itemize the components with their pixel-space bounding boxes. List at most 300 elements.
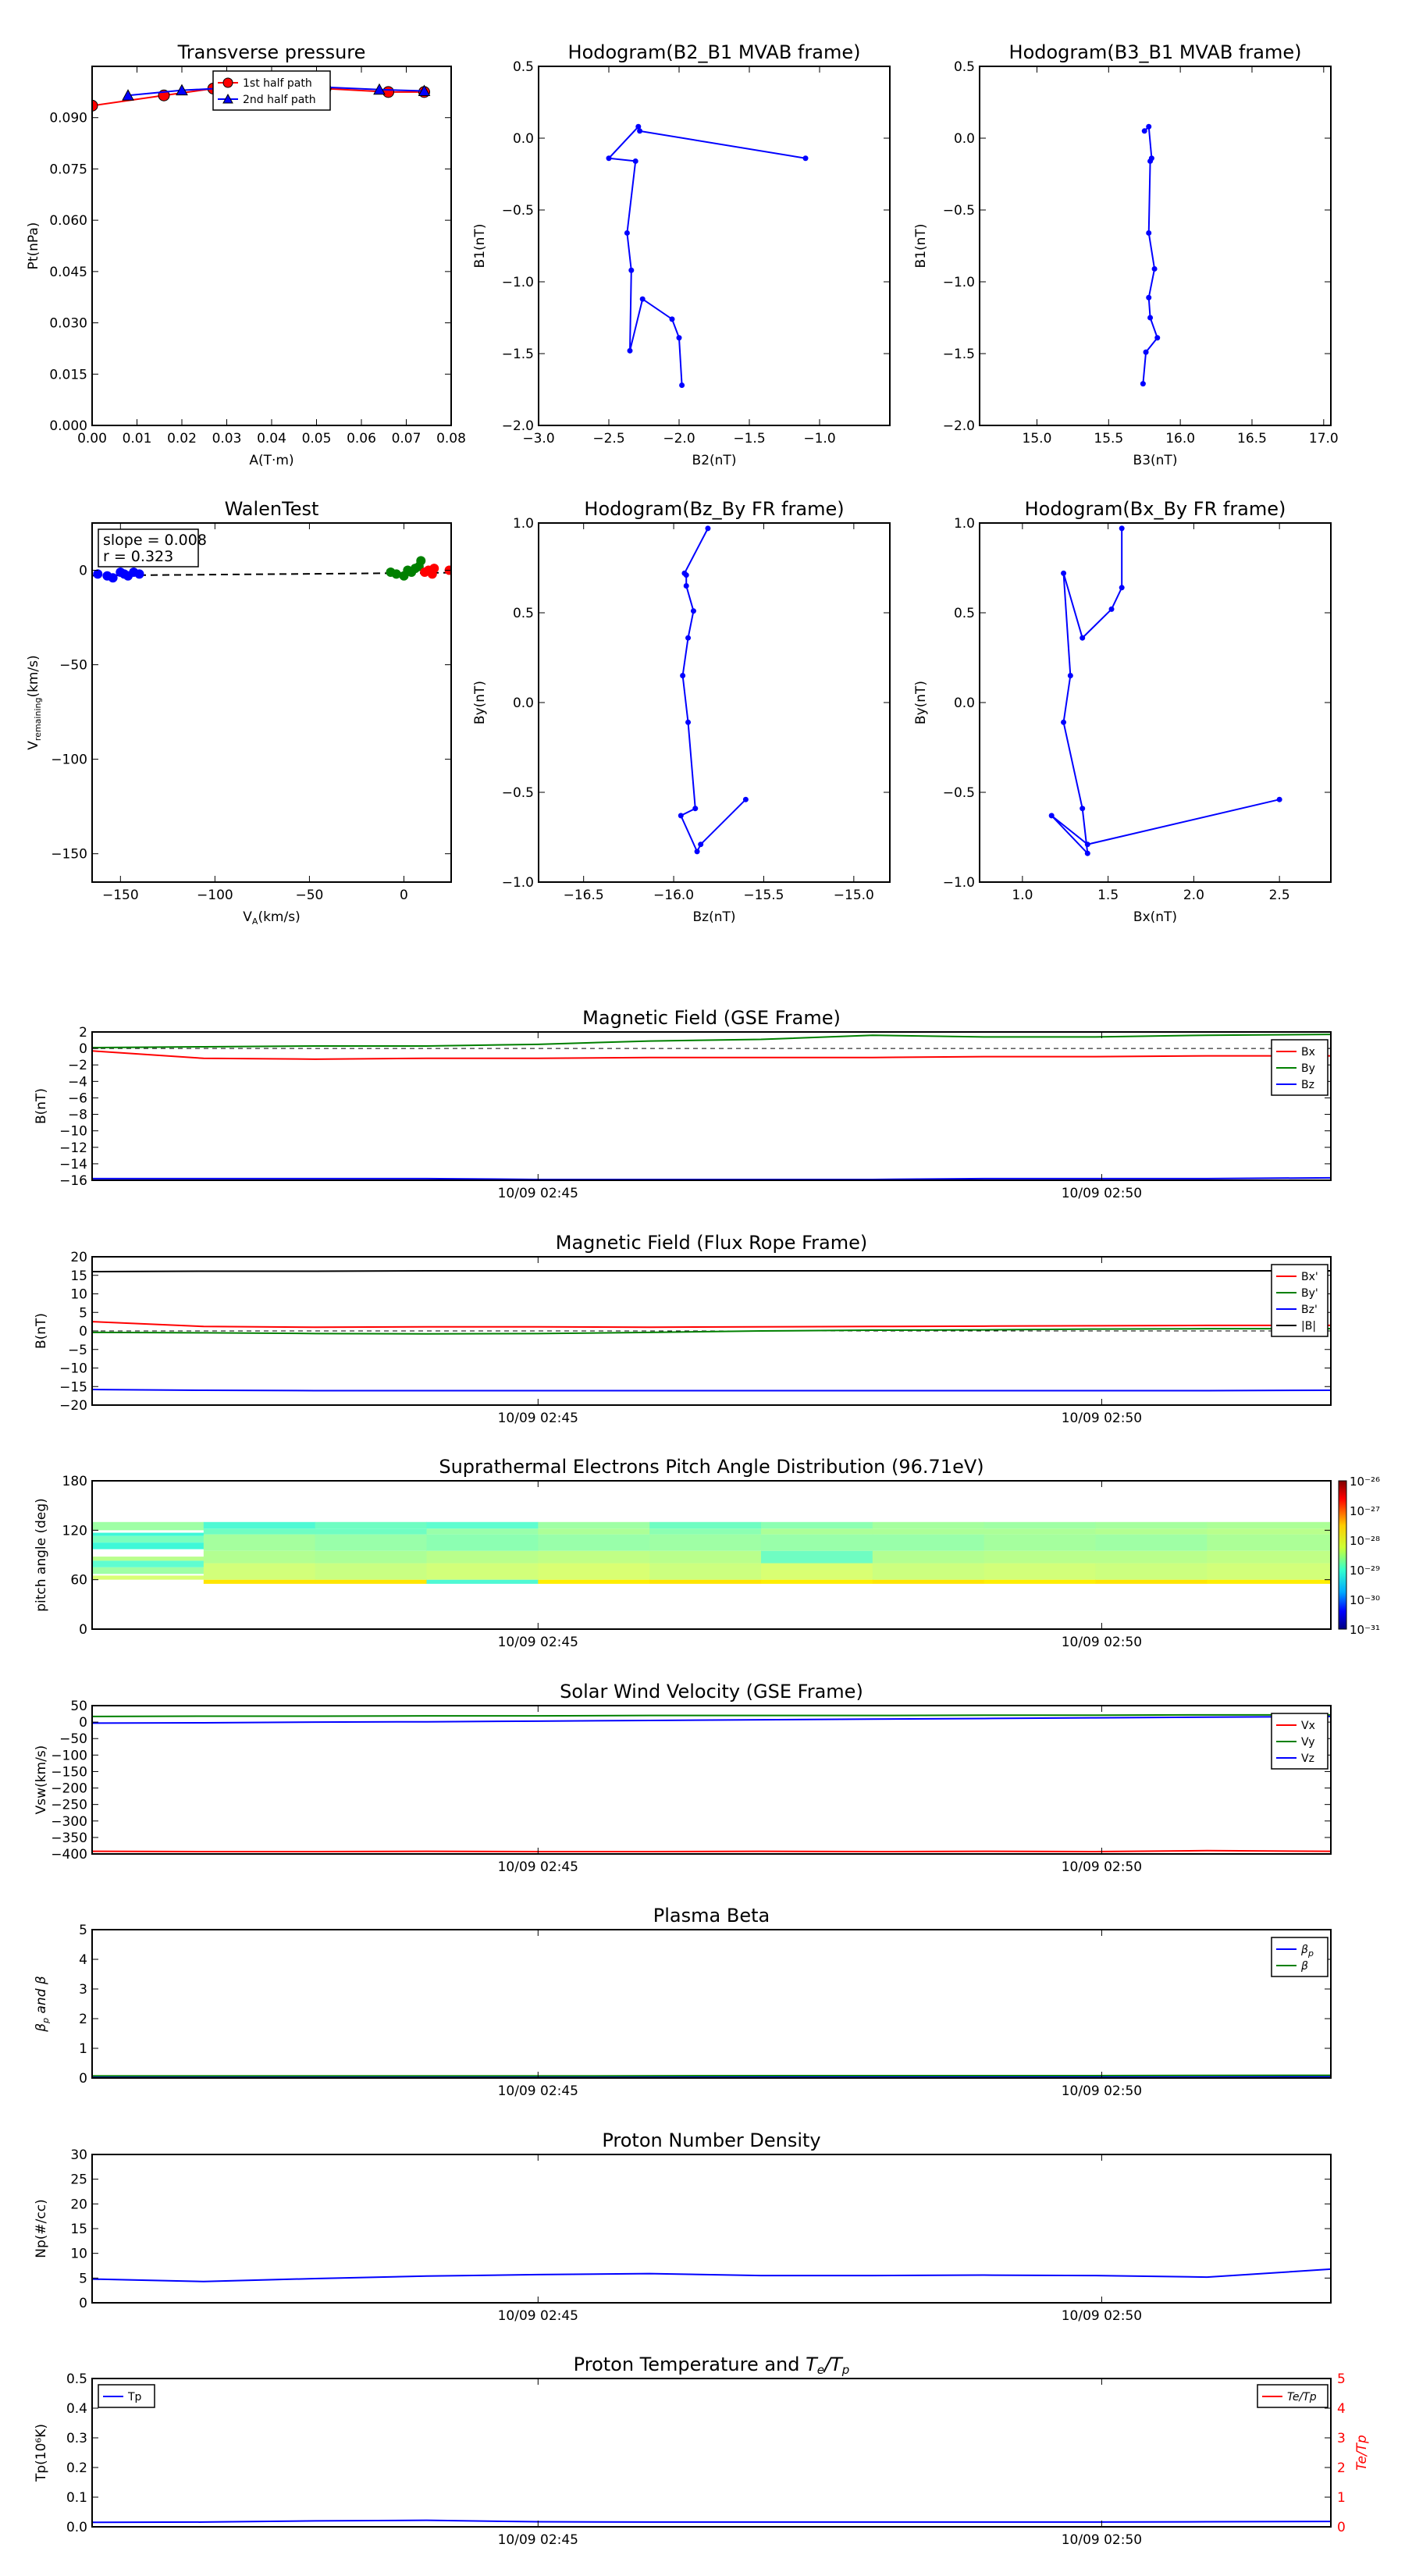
annotation-text: slope = 0.008 [103,532,207,549]
chart-p7 [34,1007,1331,1201]
data-point [685,720,691,725]
colorbar [1339,1481,1346,1629]
y-tick-label: 0.5 [953,606,975,621]
x-tick-label: 0.04 [257,431,286,447]
y-tick-label: 25 [70,2172,87,2188]
heatmap-cell [538,1580,649,1584]
data-point [1147,158,1153,164]
chart-p4 [26,498,454,927]
x-tick-label: 0.05 [301,431,332,447]
x-tick-label: 2.5 [1268,888,1290,903]
y-tick-label: 0 [79,563,87,579]
y-tick-label: 0 [79,2071,87,2087]
data-point [1146,230,1151,236]
series-line-0 [609,126,806,385]
chart-p10 [34,1681,1331,1875]
data-point [1049,813,1055,818]
chart-title: Solar Wind Velocity (GSE Frame) [560,1681,863,1703]
x-tick-label: 10/09 02:50 [1061,2308,1143,2324]
series-line-0 [92,2521,1331,2523]
data-point [680,673,685,678]
y-tick-label: 10 [70,2246,87,2262]
x-tick-label: 0.02 [167,431,197,447]
colorbar-label: 10⁻²⁹ [1350,1564,1381,1578]
x-tick-label: 10/09 02:50 [1061,1186,1143,1201]
y-tick-label: −350 [51,1830,87,1846]
y-tick-label: 0.0 [512,131,534,147]
data-point [624,230,630,236]
y-tick-label: 15 [70,1268,87,1284]
chart-title: Hodogram(Bx_By FR frame) [1024,498,1286,520]
x-tick-label: −3.0 [522,431,555,447]
heatmap-cell [92,1542,204,1549]
heatmap-cell [873,1528,984,1534]
data-point [684,572,689,578]
data-point [429,564,439,573]
series-line-0 [92,2269,1331,2282]
x-tick-label: 15.5 [1094,431,1124,447]
chart-title: Hodogram(B2_B1 MVAB frame) [567,41,861,63]
plot-area [92,1715,1331,1852]
legend-label: Bz [1301,1079,1314,1091]
heatmap-cell [426,1580,538,1584]
y-tick-label: 1.0 [953,516,975,532]
axes-frame [92,66,451,425]
y-tick-label: −150 [51,846,87,863]
heatmap-cell [204,1522,315,1528]
series-line-1 [92,1034,1331,1048]
heatmap-cell [92,1557,204,1560]
heatmap-cell [1095,1564,1207,1580]
heatmap-cell [873,1580,984,1584]
y-tick-label: 0 [79,1041,87,1058]
series-line-3 [92,1271,1331,1272]
y-tick-label: 0.045 [49,264,87,280]
y-tick-label: −1.0 [501,875,534,891]
legend-box [1272,1937,1328,1976]
y-tick-label: 1.0 [512,516,534,532]
y-tick-label: −2.0 [501,418,534,434]
x-tick-label: 10/09 02:50 [1061,1411,1143,1426]
legend-label: Tp [128,2391,142,2403]
heatmap-cell [984,1528,1096,1534]
data-point [1085,851,1090,856]
y-tick-label: 2 [79,1025,87,1041]
heatmap-cell [1207,1522,1331,1528]
chart-p9 [34,1456,1380,1650]
y-tick-label: −50 [59,657,87,674]
axes-frame [539,523,890,882]
y2-tick-label: 4 [1337,2401,1346,2417]
y-tick-label: −1.0 [501,275,534,290]
chart-p6 [913,498,1331,925]
data-point [1140,381,1146,386]
x-tick-label: −15.5 [743,888,784,903]
y-axis-label: By(nT) [472,680,488,725]
heatmap-cell [649,1535,761,1551]
plot-area [92,1034,1331,1179]
heatmap-cell [538,1535,649,1551]
colorbar-label: 10⁻³⁰ [1350,1593,1381,1607]
y-tick-label: −1.5 [501,347,534,362]
y-tick-label: −10 [59,1123,87,1140]
heatmap-cell [1207,1580,1331,1584]
heatmap-cell [1207,1528,1331,1534]
data-point [606,155,612,161]
y-tick-label: −8 [67,1107,87,1123]
y-tick-label: −150 [51,1764,87,1781]
heatmap-cell [873,1522,984,1528]
data-point [678,813,684,818]
x-tick-label: −1.0 [803,431,836,447]
y-axis-label: B1(nT) [472,223,488,269]
x-tick-label: −16.5 [563,888,604,903]
heatmap-cell [1095,1551,1207,1564]
y-tick-label: 5 [79,1923,87,1938]
axes-frame [92,2154,1331,2303]
y-tick-label: −1.5 [942,347,975,362]
y-axis-label: Pt(nPa) [26,222,41,270]
chart-p11 [34,1905,1331,2099]
x-tick-label: −2.5 [592,431,625,447]
legend-label: β [1301,1960,1308,1973]
heatmap-cell [92,1536,204,1542]
y-tick-label: 0.5 [512,59,534,75]
y-tick-label: 0.2 [66,2460,87,2476]
y-tick-label: −12 [59,1140,87,1156]
y-tick-label: 0.5 [66,2371,87,2387]
data-point [1080,806,1085,811]
y-axis-label: pitch angle (deg) [34,1498,49,1612]
y-axis-label: By(nT) [913,680,929,725]
data-point [640,297,646,302]
x-tick-label: −1.5 [733,431,766,447]
x-tick-label: 10/09 02:50 [1061,1859,1143,1875]
heatmap-cell [761,1551,873,1564]
y-tick-label: −50 [59,1731,87,1748]
y-tick-label: −300 [51,1813,87,1830]
heatmap-cell [204,1535,315,1551]
data-point [628,348,633,354]
y2-tick-label: 5 [1337,2371,1346,2387]
data-point [1080,635,1085,641]
chart-title: Hodogram(B3_B1 MVAB frame) [1008,41,1302,63]
y-tick-label: −100 [51,752,87,768]
data-point [1152,266,1158,272]
y-tick-label: −2 [67,1058,87,1074]
y-tick-label: 1 [79,2041,87,2057]
y-tick-label: −0.5 [942,785,975,801]
chart-p13 [34,2354,1370,2548]
x-tick-label: 10/09 02:45 [497,1635,579,1650]
legend-label: Bx [1301,1046,1315,1059]
legend-label: 1st half path [243,77,312,90]
y-tick-label: 20 [70,1250,87,1265]
chart-title: Magnetic Field (GSE Frame) [582,1007,841,1029]
heatmap-cell [204,1580,315,1584]
axes-frame [92,1032,1331,1180]
x-tick-label: −16.0 [653,888,695,903]
plot-area [606,124,809,388]
chart-title: Plasma Beta [653,1905,770,1927]
series-line-0 [92,1851,1331,1852]
data-point [1119,525,1125,531]
y-axis-label: B(nT) [34,1312,49,1350]
data-point [1061,571,1066,576]
axes-frame [92,1930,1331,2078]
data-point [1085,841,1090,847]
plot-area [678,525,749,854]
heatmap-cell [873,1551,984,1564]
x-tick-label: −50 [295,888,324,903]
heatmap-cell [426,1535,538,1551]
legend-label: Bz' [1301,1304,1318,1316]
heatmap-cell [315,1564,427,1580]
series-line-2 [92,1389,1331,1390]
x-tick-label: 10/09 02:45 [497,2083,579,2099]
colorbar-label: 10⁻²⁸ [1350,1534,1381,1548]
y-tick-label: 0.060 [49,213,87,229]
x-tick-label: 0.03 [212,431,242,447]
y-tick-label: 0.015 [49,367,87,383]
series-line-0 [92,1051,1331,1059]
chart-title: Proton Temperature and Te/Tp [573,2354,850,2377]
heatmap-cell [1095,1522,1207,1528]
series-line-2 [92,1178,1331,1179]
series-line-0 [1143,126,1157,383]
x-tick-label: 10/09 02:45 [497,2532,579,2548]
data-point [743,797,749,802]
y-tick-label: −14 [59,1156,87,1172]
heatmap-cell [204,1564,315,1580]
data-point [1277,797,1282,802]
y-tick-label: 0.5 [512,606,534,621]
y-tick-label: 0 [79,1715,87,1731]
heatmap-cell [984,1551,1096,1564]
series-line-0 [1051,528,1279,853]
heatmap-cell [1095,1535,1207,1551]
data-point [93,569,102,578]
data-point [1146,295,1151,301]
heatmap-cell [984,1580,1096,1584]
y-tick-label: −200 [51,1781,87,1797]
y-axis-label: Np(#/cc) [34,2199,49,2258]
y-tick-label: 5 [79,1305,87,1322]
y-tick-label: −16 [59,1173,87,1189]
data-point [416,556,425,565]
y2-tick-label: 2 [1337,2460,1346,2476]
data-point [633,158,638,164]
heatmap-cell [315,1522,427,1528]
y-tick-label: 50 [70,1699,87,1714]
series-line-0 [92,1322,1331,1327]
plot-area [92,1271,1331,1390]
heatmap-cell [761,1535,873,1551]
heatmap-cell [649,1522,761,1528]
y-tick-label: −1.0 [942,875,975,891]
x-tick-label: 17.0 [1308,431,1339,447]
data-point [692,806,698,811]
y-tick-label: 0 [79,2296,87,2311]
x-tick-label: 0.00 [77,431,107,447]
heatmap-cell [538,1522,649,1528]
data-point [1068,673,1073,678]
y2-axis-label: Te/Tp [1354,2435,1370,2471]
heatmap-cell [1095,1580,1207,1584]
data-point [1119,585,1125,590]
heatmap-cell [761,1522,873,1528]
heatmap-cell [92,1522,204,1531]
heatmap-cell [1095,1528,1207,1534]
axes-frame [539,66,890,425]
data-point [685,635,691,641]
data-point [679,382,685,388]
y-tick-label: 0.0 [512,696,534,711]
heatmap-cell [649,1551,761,1564]
y-tick-label: 60 [70,1572,87,1589]
y-tick-label: 0 [79,1324,87,1340]
plot-area [1140,124,1160,386]
heatmap-cell [204,1528,315,1534]
legend-label: Vz [1301,1752,1314,1765]
y-tick-label: −6 [67,1091,87,1107]
data-point [108,573,118,582]
heatmap-cell [315,1535,427,1551]
heatmap-cell [204,1551,315,1564]
data-point [1154,335,1160,340]
y-tick-label: 0.075 [49,162,87,178]
legend-label: 2nd half path [243,94,316,106]
data-point [383,87,394,98]
heatmap-cell [426,1564,538,1580]
y-tick-label: 120 [62,1523,87,1539]
x-tick-label: 10/09 02:45 [497,1411,579,1426]
data-point [705,525,710,531]
chart-p1 [26,41,466,468]
y-tick-label: 0 [79,1622,87,1638]
data-point [1061,720,1066,725]
y-axis-label: $\beta_p$ and β [34,1976,51,2032]
y-tick-label: 2 [79,2012,87,2027]
x-tick-label: 0 [400,888,408,903]
y-tick-label: −15 [59,1379,87,1396]
x-tick-label: 10/09 02:45 [497,2308,579,2324]
heatmap-cell [426,1551,538,1564]
data-point [1147,315,1153,321]
y-tick-label: −0.5 [942,203,975,219]
plot-area [92,2269,1331,2282]
chart-p5 [472,498,890,925]
heatmap-cell [315,1528,427,1534]
data-point [628,268,634,273]
colorbar-label: 10⁻²⁶ [1350,1475,1381,1489]
y2-tick-label: 3 [1337,2431,1346,2446]
y2-tick-label: 1 [1337,2490,1346,2506]
y-tick-label: −20 [59,1398,87,1414]
heatmap-cell [873,1564,984,1580]
data-point [135,569,144,578]
heatmap-cell [984,1522,1096,1528]
data-point [1142,128,1147,133]
chart-p8 [34,1232,1331,1426]
y-tick-label: −1.0 [942,275,975,290]
heatmap-cell [873,1535,984,1551]
colorbar-label: 10⁻²⁷ [1350,1504,1381,1518]
y-tick-label: 30 [70,2147,87,2163]
chart-title: Proton Number Density [602,2129,821,2151]
x-tick-label: 16.5 [1237,431,1267,447]
x-tick-label: 1.0 [1012,888,1033,903]
heatmap-cell [1207,1564,1331,1580]
y-axis-label: Tp(10⁶K) [34,2423,49,2482]
y-tick-label: 0.000 [49,418,87,434]
heatmap-cell [315,1551,427,1564]
x-axis-label: B3(nT) [1133,453,1178,468]
x-tick-label: 16.0 [1165,431,1196,447]
data-point [695,849,700,854]
x-axis-label: B2(nT) [692,453,737,468]
series-line-1 [92,1329,1331,1334]
x-axis-label: Bz(nT) [692,909,736,925]
data-point [677,335,682,340]
axes-frame [92,1706,1331,1854]
y-axis-label: $V_{remaining}(km/s)$ [26,655,43,750]
heatmap-cell [1207,1551,1331,1564]
heatmap-cell [984,1564,1096,1580]
x-tick-label: −150 [101,888,139,903]
x-tick-label: 10/09 02:45 [497,1859,579,1875]
y-axis-label: Vsw(km/s) [34,1745,49,1815]
data-point [698,841,703,847]
heatmap-cell [649,1564,761,1580]
heatmap-cell [92,1567,204,1574]
y-tick-label: −4 [67,1074,87,1091]
y-tick-label: 0.0 [66,2520,87,2535]
colorbar-label: 10⁻³¹ [1350,1623,1381,1637]
y-tick-label: 0.4 [66,2401,87,2417]
legend-label: Vy [1301,1736,1315,1749]
data-point [670,316,675,322]
y-tick-label: −250 [51,1797,87,1813]
series-line-0 [681,528,745,852]
y-tick-label: 5 [79,2271,87,2287]
x-tick-label: 10/09 02:50 [1061,2532,1143,2548]
y-tick-label: −2.0 [942,418,975,434]
legend-label: $\beta_p$ [1301,1944,1314,1959]
y-tick-label: −100 [51,1748,87,1764]
plot-area [1049,525,1282,856]
x-tick-label: 10/09 02:50 [1061,1635,1143,1650]
y-tick-label: 0.0 [953,131,975,147]
y2-tick-label: 0 [1337,2520,1346,2535]
legend-label: |B| [1301,1320,1317,1332]
x-tick-label: 0.06 [347,431,376,447]
x-tick-label: 0.07 [391,431,422,447]
x-tick-label: 15.0 [1022,431,1052,447]
legend-label: Vx [1301,1720,1315,1732]
chart-p12 [34,2129,1331,2324]
x-axis-label: $V_A(km/s)$ [243,909,301,927]
y-tick-label: −5 [67,1342,87,1358]
y-tick-label: −0.5 [501,785,534,801]
x-tick-label: 10/09 02:45 [497,1186,579,1201]
heatmap-cell [761,1564,873,1580]
heatmap-cell [426,1522,538,1528]
y-tick-label: 0.3 [66,2431,87,2446]
axes-frame [980,66,1331,425]
heatmap-cell [761,1528,873,1534]
legend-label: By [1301,1062,1315,1075]
